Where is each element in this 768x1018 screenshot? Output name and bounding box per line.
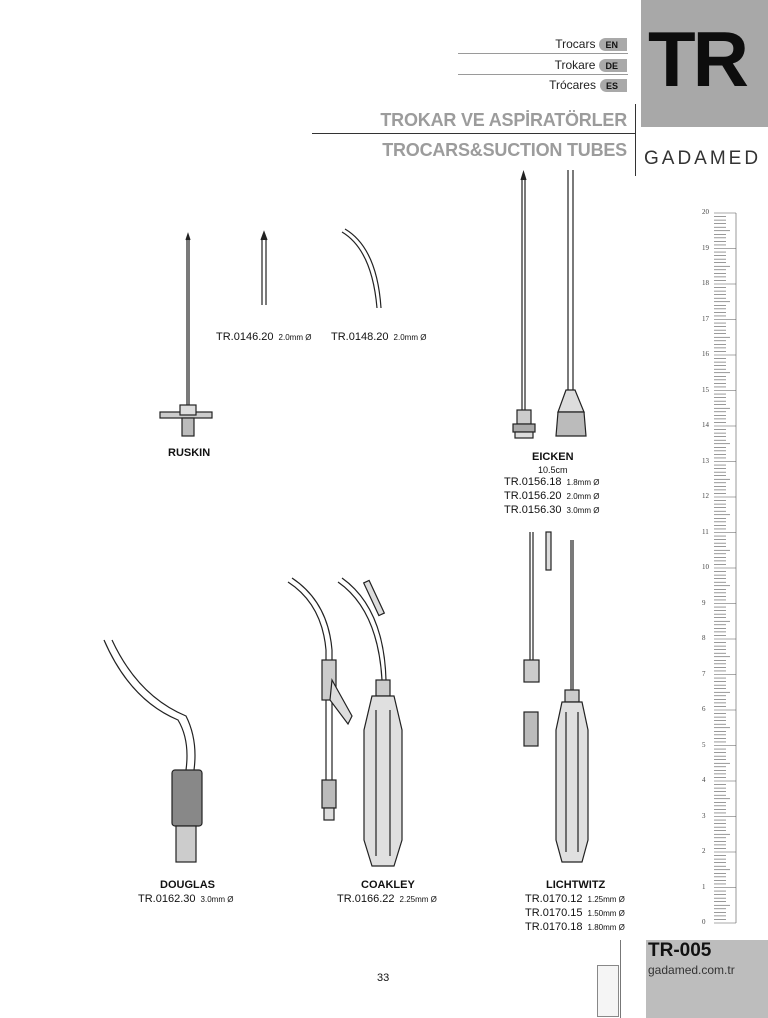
product-size: 1.8mm Ø [566,478,600,487]
page-code: TR-005 [648,940,712,961]
section-code: TR [648,15,746,103]
product-size: 2.25mm Ø [399,895,437,904]
language-code: DE [599,59,627,72]
product-code: TR.0156.18 [504,476,562,488]
product-size: 1.80mm Ø [587,923,625,932]
ruler-label: 13 [702,456,709,465]
language-name: Trokare [554,58,596,72]
ruler-label: 5 [702,740,706,749]
language-code: EN [599,38,627,51]
language-name: Trócares [549,78,596,92]
ruler-label: 2 [702,847,706,855]
product-code: TR.0156.30 [504,504,562,516]
ruler-label: 18 [702,279,709,287]
title-english: TROCARS&SUCTION TUBES [382,140,627,160]
ruler-label: 17 [702,314,709,323]
ruler-label: 9 [702,598,706,607]
ruler-label: 7 [702,669,706,678]
ruler-label: 8 [702,634,706,642]
ruler-label: 15 [702,385,709,394]
product-size: 3.0mm Ø [200,895,234,904]
website-link[interactable]: gadamed.com.tr [648,963,735,977]
product-size: 1.25mm Ø [587,895,625,904]
title-turkish: TROKAR VE ASPİRATÖRLER [380,110,627,130]
ruler-label: 16 [702,350,709,358]
product-size: 3.0mm Ø [566,506,600,515]
product-size: 1.50mm Ø [587,909,625,918]
ruler-label: 11 [702,527,709,536]
product-code: TR.0146.20 [216,331,274,343]
language-name: Trocars [555,37,596,51]
ruler-label: 14 [702,421,709,429]
product-code: TR.0170.15 [525,907,583,919]
footer-tab [597,965,619,1017]
douglas-name: DOUGLAS [160,879,215,891]
ruler-label: 10 [702,563,709,571]
ruler-label: 3 [702,811,706,820]
product-code: TR.0162.30 [138,893,196,905]
ruler-label: 4 [702,776,706,784]
ruler-label: 12 [702,492,709,500]
brand-logo: GADAMED [644,148,762,169]
product-size: 2.0mm Ø [566,492,600,501]
product-code: TR.0166.22 [337,893,395,905]
product-code: TR.0170.12 [525,893,583,905]
page-number: 33 [377,972,390,984]
lichtwitz-name: LICHTWITZ [546,879,606,891]
ruler-label: 19 [702,243,709,252]
product-size: 2.0mm Ø [278,333,312,342]
language-code: ES [600,79,627,92]
ruler-label: 1 [702,882,706,891]
ruler-label: 20 [702,208,709,216]
ruler-label: 6 [702,705,706,713]
product-code: TR.0156.20 [504,490,562,502]
product-size: 2.0mm Ø [393,333,427,342]
ruskin-name: RUSKIN [168,447,211,459]
footer-notch [620,940,646,1018]
coakley-name: COAKLEY [361,879,415,891]
eicken-length: 10.5cm [538,465,568,475]
product-code: TR.0148.20 [331,331,389,343]
product-code: TR.0170.18 [525,921,583,933]
ruler-label: 0 [702,918,706,926]
eicken-name: EICKEN [532,451,574,463]
